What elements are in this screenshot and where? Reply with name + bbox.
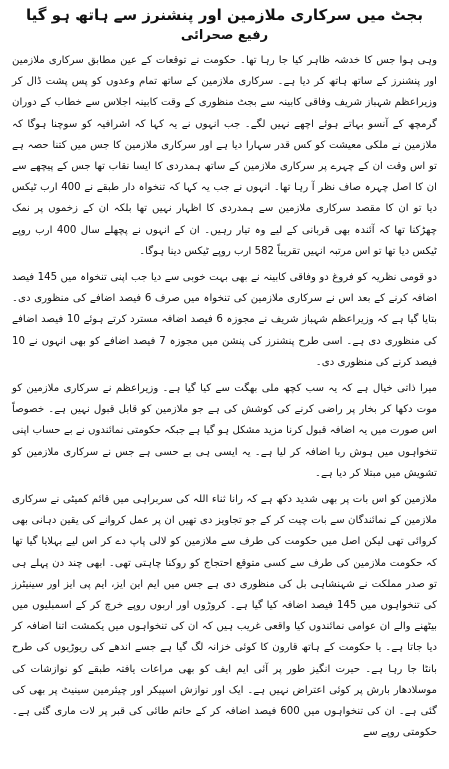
paragraph-1: وہی ہوا جس کا خدشہ ظاہر کیا جا رہا تھا۔ حکومت نے توقعات کے عین مطابق سرکاری ملازمین اور پنشنرز کے ساتھ ہاتھ کر دیا ہے۔ سرکاری ملازمین کے ساتھ تمام وعدوں کو پس پشت ڈال کر وزیراعظم شہباز شریف وفاقی کابینہ سے بجٹ منظوری کے وقت کابینہ اجلاس سے خطاب کے دوران گرمچھ کے آنسو بہاتے ہوئے اچھے نہیں لگے۔ جب انہوں نے یہ کہا کہ اشرافیہ کو سوچنا ہوگا کہ ملازمین نے ملکی معیشت کو کس قدر سہارا دیا ہے اور سرکاری ملازمین کا جس میں کتنا حصہ ہے تو اس وقت ان کے چہرے پر سرکاری ملازمین کے ساتھ ہمدردی کا ایسا نقاب تھا جس کے پیچھے سے ان کا اصل چہرہ صاف نظر آ رہا تھا۔ انہوں نے جب یہ کہا کہ تنخواہ دار طبقے نے 400 ارب ٹیکس دیا تو ان کا مقصد سرکاری ملازمین سے ہمدردی کا اظہار نہیں تھا بلکہ ان کے زخموں پر نمک چھڑکنا تھا کہ آئندہ بھی قربانی کے لیے وہ تیار رہیں۔ ان کے انہوں نے پچھلے سال 400 ارب روپے ٹیکس دیا تھا تو اس مرتبہ انہیں تقریباً 582 ارب روپے ٹیکس دینا ہوگا۔ bbox=[12, 55, 437, 257]
byline: رفیع صحرائی bbox=[180, 28, 269, 43]
paragraph-4: ملازمین کو اس بات پر بھی شدید دکھ ہے کہ رانا ثناء اللہ کی سربراہی میں قائم کمیٹی نے سرکاری ملازمین کے نمائندگان سے بات چیت کر کے جو تجاویز دی تھیں ان پر عمل کروانے کی یقین دہانی بھی کروائی تھی لیکن اصل میں حکومت کی طرف سے ملازمین کو لالی پاپ دے کر اس لیے بہلایا گیا تھا کہ حکومت ملازمین کی طرف سے کسی متوقع احتجاج کو روکنا چاہتی تھی۔ ابھی چند دن پہلے ہی تو صدر مملکت نے شہنشاہی بل کی منظوری دی ہے جس میں ایم این ایز، ایم پی ایز اور سینیٹرز کی تنخواہوں میں 145 فیصد اضافہ کیا گیا ہے۔ کروڑوں اور اربوں روپے خرچ کر کے اسمبلیوں میں بیٹھنے والے ان عوامی نمائندوں کیا واقعی غریب ہیں کہ ان کی تنخواہوں میں یکمشت اتنا اضافہ کر دیا جاتا ہے۔ یا حکومت کے ہاتھ قارون کا کوئی خزانہ لگ گیا ہے جسے اندھے کی ریوڑیوں کی طرح بانٹا جا رہا ہے۔ حیرت انگیز طور پر آئی ایم ایف کو بھی مراعات یافتہ طبقے کو نوازشات کی موسلادھار بارش پر کوئی اعتراض نہیں ہے۔ ایک اور نوازش اسپیکر اور چیئرمین سینیٹ پر بھی کی گئی ہے۔ ان کی تنخواہوں میں 600 فیصد اضافہ کر کے حاتم طائی کی قبر پر لات ماری گئی ہے۔ حکومتی روپے سے bbox=[12, 494, 437, 739]
paragraph-3: میرا ذاتی خیال ہے کہ یہ سب کچھ ملی بھگت سے کیا گیا ہے۔ وزیراعظم نے سرکاری ملازمین کو موت دکھا کر بخار پر راضی کرنے کی کوشش کی ہے جو ملازمین کو قابل قبول نہیں ہے۔ خصوصاً اس صورت میں یہ اضافہ قبول کرنا مزید مشکل ہو گیا ہے جبکہ حکومتی نمائندوں نے بے حساب اپنی تنخواہوں میں ہوش ربا اضافہ کر لیا ہے۔ یہ ایسی ہی بے حسی ہے جس نے سرکاری ملازمین کو تشویش میں مبتلا کر دیا ہے۔ bbox=[12, 383, 437, 479]
headline: بجٹ میں سرکاری ملازمین اور پنشنرز سے ہاتھ ہو گیا bbox=[26, 6, 423, 24]
article-body bbox=[12, 50, 437, 744]
paragraph-2: دو قومی نظریہ کو فروغ دو وفاقی کابینہ نے بھی بہت خوبی سے دیا جب اپنی تنخواہ میں 145 فیصد اضافہ کرنے کے بعد اس نے سرکاری ملازمین کی تنخواہ میں صرف 6 فیصد اضافے کی منظوری دی۔ بتایا گیا ہے کہ وزیراعظم شہباز شریف نے مجوزہ 6 فیصد اضافہ مسترد کرتے ہوئے 10 فیصد اضافے کی منظوری دی ہے۔ اسی طرح پنشنرز کی پنشن میں مجوزہ 7 فیصد اضافے کو بھی انہوں نے 10 فیصد کرنے کی منظوری دی۔ bbox=[12, 272, 438, 368]
